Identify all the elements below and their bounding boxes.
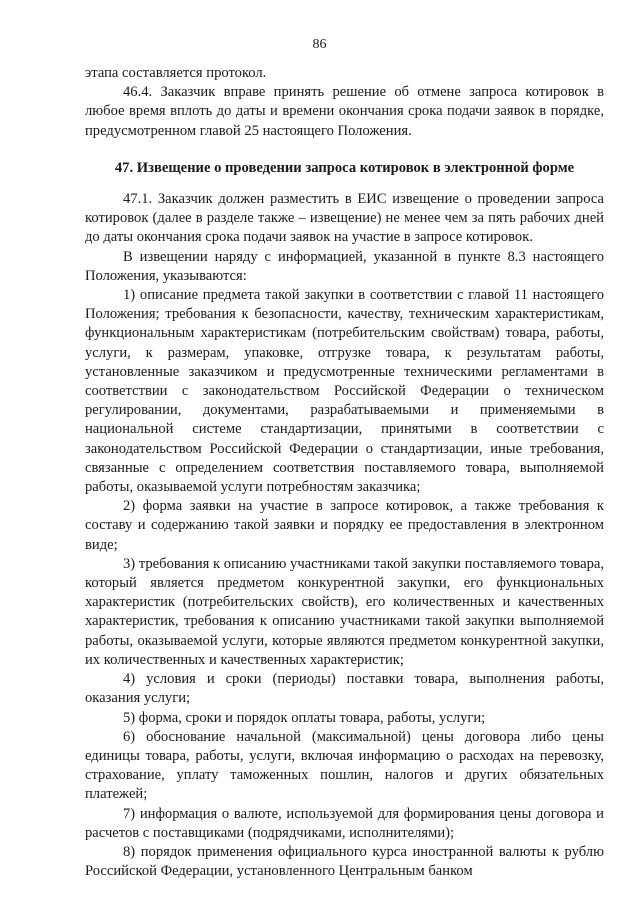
list-item-6: 6) обоснование начальной (максимальной) цены договора либо цены единицы товара, работы, услуги, включая информацию о расходах на перевозку, страхование, уплату таможенных пошлин, налогов и других обязательных платежей; (85, 728, 604, 803)
list-item-7: 7) информация о валюте, используемой для формирования цены договора и расчетов с поставщиками (подрядчиками, исполнителями); (85, 805, 604, 841)
list-item-1: 1) описание предмета такой закупки в соответствии с главой 11 настоящего Положения; требования к безопасности, качеству, техническим характеристикам, функциональным характеристикам (потребительским свойствам) товара, работы, услуги, к размерам, упаковке, отгрузке товара, к результатам работы, установленные заказчиком и предусмотренные техническими регламентами в соответствии с законодательством Российской Федерации о техническом регулировании, документами, разрабатываемыми и применяемыми в национальной системе стандартизации, принятыми в соответствии с законодательством Российской Федерации о стандартизации, иные требования, связанные с определением соответствия поставляемого товара, выполняемой работы, оказываемой услуги потребностям заказчика; (85, 287, 604, 496)
list-item-2: 2) форма заявки на участие в запросе котировок, а также требования к составу и содержанию такой заявки и порядку ее предоставления в электронном виде; (85, 498, 604, 553)
list-item-3: 3) требования к описанию участниками такой закупки поставляемого товара, который является предметом конкурентной закупки, его функциональных характеристик (потребительских свойств), его количественных и качественных характеристик, требования к описанию участниками такой закупки выполняемой работы, оказываемой услуги, которые являются предметом конкурентной закупки, их количественных и качественных характеристик; (85, 555, 604, 668)
list-item-5: 5) форма, сроки и порядок оплаты товара, работы, услуги; (123, 709, 486, 726)
document-body (85, 64, 604, 881)
page-number: 86 (312, 37, 327, 52)
list-item-8: 8) порядок применения официального курса иностранной валюты к рублю Российской Федерации, установленного Центральным банком (85, 843, 604, 880)
paragraph-47-1: 47.1. Заказчик должен разместить в ЕИС извещение о проведении запроса котировок (далее в разделе также – извещение) не менее чем за пять рабочих дней до даты окончания срока подачи заявок на участие в запросе котировок. (85, 191, 604, 246)
paragraph-list-intro: В извещении наряду с информацией, указанной в пункте 8.3 настоящего Положения, указываются: (85, 248, 604, 284)
section-heading-47: 47. Извещение о проведении запроса котировок в электронной форме (114, 159, 575, 176)
paragraph-46-4: 46.4. Заказчик вправе принять решение об отмене запроса котировок в любое время вплоть до даты и времени окончания срока подачи заявок в порядке, предусмотренном главой 25 настоящего Положения. (85, 84, 604, 139)
list-item-4: 4) условия и сроки (периоды) поставки товара, выполнения работы, оказания услуги; (85, 671, 604, 707)
paragraph-continuation: этапа составляется протокол. (85, 65, 267, 81)
